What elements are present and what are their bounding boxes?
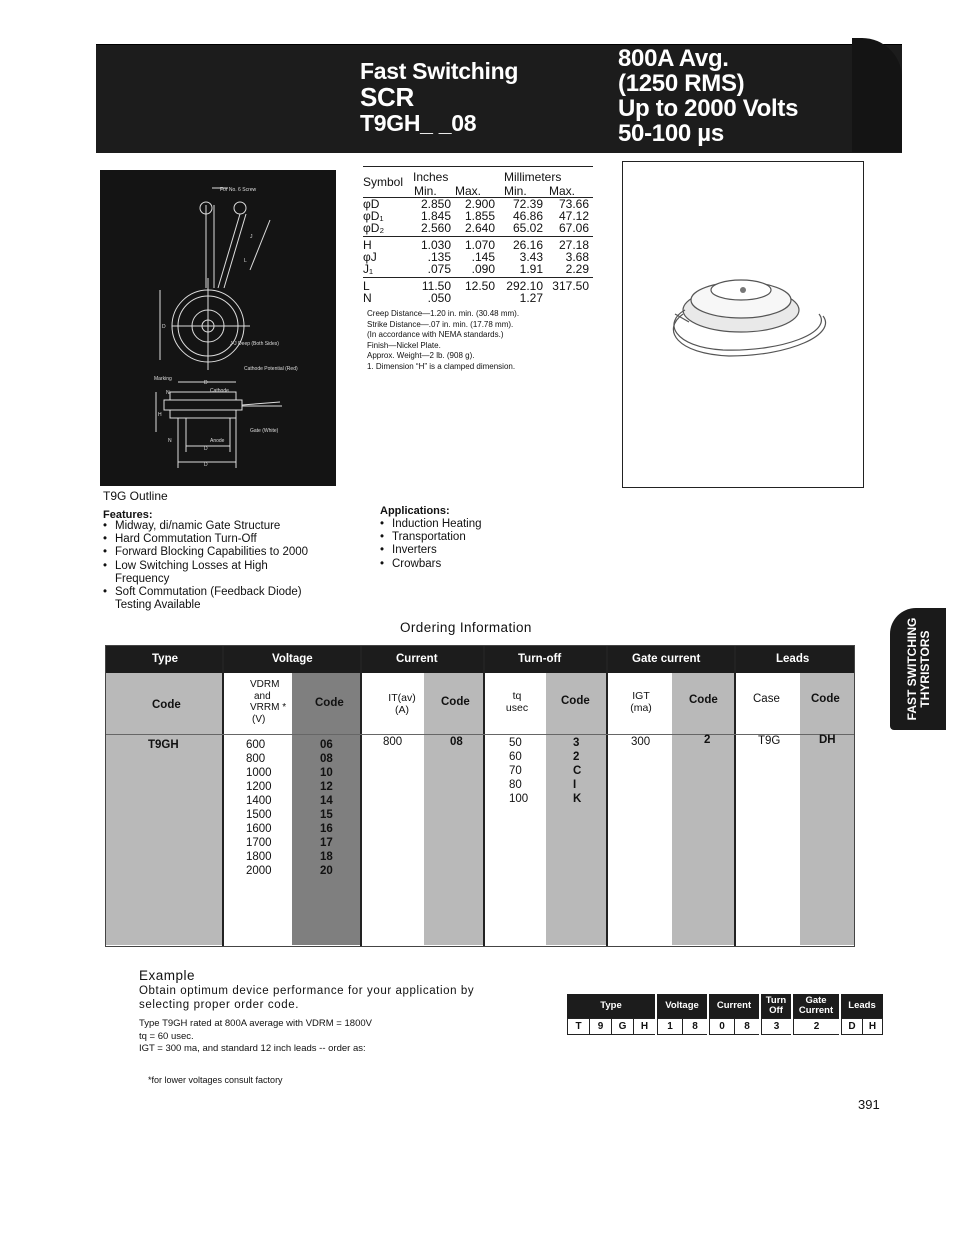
outline-label: J-J Deep (Both Sides) xyxy=(230,341,279,347)
example-code-cell: 8 xyxy=(734,1018,759,1035)
example-grid-divider xyxy=(759,994,761,1018)
example-grid-divider xyxy=(839,994,841,1018)
symbol-header: Symbol xyxy=(363,175,404,189)
dimension-cell-mm-min: 292.10 xyxy=(506,279,543,293)
voltage-code: 10 xyxy=(320,767,333,779)
voltage-label-line: and xyxy=(254,690,271,702)
note-line: (In accordance with NEMA standards.) xyxy=(367,330,504,339)
leads-code-value: DH xyxy=(819,734,836,746)
column-divider xyxy=(360,646,362,946)
dimension-cell-mm-max: 27.18 xyxy=(558,238,589,252)
side-tab-label xyxy=(906,618,932,721)
application-item: • Induction Heating xyxy=(380,518,580,531)
example-code-cell: 0 xyxy=(709,1018,734,1035)
ordering-header-bar xyxy=(106,646,854,673)
turnoff-code-column xyxy=(546,673,608,945)
voltage-values xyxy=(246,738,276,878)
gate-label xyxy=(626,690,656,714)
turnoff-value: 70 xyxy=(509,765,522,777)
voltage-value: 1200 xyxy=(246,781,272,793)
title-line: Fast Switching xyxy=(360,58,519,84)
column-divider xyxy=(222,646,224,946)
application-item: • Transportation xyxy=(380,531,580,544)
gate-code-label: Code xyxy=(689,694,718,706)
leads-header: Leads xyxy=(776,653,810,665)
example-code-cell: H xyxy=(633,1018,655,1035)
application-item: • Crowbars xyxy=(380,558,580,571)
side-tab-line: FAST SWITCHING xyxy=(905,617,919,721)
turnoff-value: 50 xyxy=(509,737,522,749)
outline-label: Marking xyxy=(154,376,172,382)
side-tab-line: THYRISTORS xyxy=(918,630,932,708)
feature-item: • Soft Commutation (Feedback Diode) Testing Available xyxy=(103,586,335,612)
type-code-column xyxy=(106,673,223,945)
outline-diagram-svg xyxy=(100,170,336,486)
example-grid-divider xyxy=(655,994,657,1018)
outline-label: D xyxy=(204,380,208,386)
voltage-code: 08 xyxy=(320,753,333,765)
gate-label-line: IGT xyxy=(632,690,650,702)
example-description: Obtain optimum device performance for your application by selecting proper order code. xyxy=(139,985,475,1011)
turnoff-values xyxy=(509,736,539,806)
dimension-cell-symbol: φD₁ xyxy=(363,209,384,223)
outline-label: Gate (White) xyxy=(250,428,279,434)
example-line: tq = 60 usec. xyxy=(139,1030,194,1042)
ordering-table xyxy=(105,645,855,947)
type-code-label: Code xyxy=(152,699,181,711)
feature-item: • Midway, di/namic Gate Structure xyxy=(103,520,343,533)
voltage-code-values xyxy=(320,738,344,878)
dimension-cell-in-min: .075 xyxy=(427,262,451,276)
voltage-value: 800 xyxy=(246,753,266,765)
outline-caption: T9G Outline xyxy=(103,489,168,503)
feature-item: • Low Switching Losses at High Frequency xyxy=(103,560,285,586)
gate-current-header: Gate current xyxy=(632,653,701,665)
dimension-row xyxy=(363,292,593,304)
feature-item: • Forward Blocking Capabilities to 2000 xyxy=(103,546,343,559)
dimension-cell-mm-min: 65.02 xyxy=(512,221,543,235)
page-number: 391 xyxy=(858,1097,880,1112)
example-code-cell: 3 xyxy=(761,1018,791,1035)
example-grid-header-cell: Leads xyxy=(848,1000,876,1011)
example-code-cell: T xyxy=(567,1018,589,1035)
column-divider xyxy=(606,646,608,946)
min-header: Min. xyxy=(414,184,437,198)
dimension-cell-in-min: .050 xyxy=(427,291,451,305)
voltage-value: 1700 xyxy=(246,837,272,849)
dimension-cell-mm-min: 3.43 xyxy=(519,250,543,264)
dimension-cell-in-max: 2.900 xyxy=(464,197,495,211)
current-code-label: Code xyxy=(441,696,470,708)
current-label xyxy=(382,692,422,716)
dimension-row xyxy=(363,263,593,275)
dimension-cell-mm-min: 1.27 xyxy=(519,291,543,305)
type-value: T9GH xyxy=(148,739,179,751)
example-grid-divider xyxy=(707,994,709,1018)
example-grid-header-cell: Gate Current xyxy=(798,995,834,1016)
applications-list xyxy=(380,518,580,571)
voltage-value: 600 xyxy=(246,739,266,751)
dimension-notes xyxy=(367,309,519,372)
dimension-cell-symbol: L xyxy=(363,279,370,293)
example-grid-header-cell: Type xyxy=(600,1000,622,1011)
turnoff-label-line: usec xyxy=(505,702,529,714)
dimension-cell-mm-max: 73.66 xyxy=(558,197,589,211)
dimension-cell-in-max: 2.640 xyxy=(464,221,495,235)
note-line: Finish—Nickel Plate. xyxy=(367,340,441,350)
title-line: T9GH_ _08 xyxy=(360,110,477,136)
dimension-group xyxy=(363,239,593,278)
turnoff-label xyxy=(502,690,532,714)
outline-label: Anode xyxy=(210,438,225,444)
voltage-code: 16 xyxy=(320,823,333,835)
dimension-cell-mm-min: 1.91 xyxy=(519,262,543,276)
product-title xyxy=(360,58,518,136)
example-line: IGT = 300 ma, and standard 12 inch leads -- order as: xyxy=(139,1043,366,1054)
dimension-cell-mm-min: 46.86 xyxy=(512,209,543,223)
example-code-cell: 2 xyxy=(793,1018,839,1035)
turnoff-code-label: Code xyxy=(561,695,590,707)
voltage-code: 12 xyxy=(320,781,333,793)
voltage-code: 14 xyxy=(320,795,333,807)
outline-label: H xyxy=(158,412,162,418)
example-code-cell: G xyxy=(611,1018,633,1035)
max-header: Max. xyxy=(549,184,576,198)
dimension-cell-mm-min: 26.16 xyxy=(512,238,543,252)
dimension-cell-mm-max: 3.68 xyxy=(565,250,589,264)
voltage-label-line: VRRM * xyxy=(250,702,287,713)
gate-code-column xyxy=(672,673,736,945)
turnoff-header: Turn-off xyxy=(518,653,562,665)
voltage-code: 20 xyxy=(320,865,333,877)
example-order-code xyxy=(567,994,883,1036)
dimension-row xyxy=(363,280,593,292)
dimension-cell-mm-max: 317.50 xyxy=(552,279,589,293)
outline-label: Cathode Potential (Red) xyxy=(244,366,298,372)
dimension-cell-mm-max: 2.29 xyxy=(565,262,589,276)
dimension-cell-symbol: φD xyxy=(363,197,380,211)
turnoff-code-values xyxy=(573,736,593,806)
voltage-code: 18 xyxy=(320,851,333,863)
max-header: Max. xyxy=(455,184,482,198)
dimension-cell-in-max: 12.50 xyxy=(464,279,495,293)
device-photo-svg xyxy=(623,162,863,487)
voltage-label-line: VDRM xyxy=(250,679,280,690)
example-code-cell: 9 xyxy=(589,1018,611,1035)
dimension-cell-in-min: 2.850 xyxy=(420,197,451,211)
dimension-cell-in-max: .145 xyxy=(471,250,495,264)
type-header: Type xyxy=(152,653,178,665)
outline-label: D xyxy=(204,446,208,452)
turnoff-code: C xyxy=(573,765,582,777)
product-ratings xyxy=(618,46,798,146)
voltage-value: 1800 xyxy=(246,851,272,863)
millimeters-header: Millimeters xyxy=(504,170,562,184)
rating-line: 800A Avg. xyxy=(618,45,729,72)
column-divider xyxy=(483,646,485,946)
current-label-line: (A) xyxy=(395,704,409,716)
voltage-code-label: Code xyxy=(315,697,344,709)
ordering-row-separator xyxy=(106,734,854,735)
voltage-value: 1500 xyxy=(246,809,272,821)
leads-code-label: Code xyxy=(811,693,840,705)
dimension-cell-in-min: 1.030 xyxy=(420,238,451,252)
voltage-value: 2000 xyxy=(246,865,272,877)
current-label-line: IT(av) xyxy=(388,692,416,704)
current-value: 800 xyxy=(383,736,403,748)
turnoff-value: 60 xyxy=(509,751,522,763)
min-header: Min. xyxy=(504,184,527,198)
dimension-cell-mm-max: 47.12 xyxy=(558,209,589,223)
example-grid-header-cell: Turn Off xyxy=(765,995,787,1016)
note-line: Strike Distance—.07 in. min. (17.78 mm). xyxy=(367,319,514,329)
rating-line: 50-100 µs xyxy=(618,120,724,147)
gate-code-value: 2 xyxy=(704,734,711,746)
feature-item: • Hard Commutation Turn-Off xyxy=(103,533,343,546)
outline-label: Cathode xyxy=(210,388,229,394)
dimension-cell-symbol: N xyxy=(363,291,372,305)
note-line: Approx. Weight—2 lb. (908 g). xyxy=(367,351,475,360)
dimension-table-header xyxy=(363,166,593,198)
turnoff-value: 100 xyxy=(509,793,529,805)
turnoff-label-line: tq xyxy=(512,690,522,702)
outline-label: N xyxy=(168,438,172,444)
voltage-code: 06 xyxy=(320,739,333,751)
gate-value: 300 xyxy=(631,736,651,748)
footnote: *for lower voltages consult factory xyxy=(148,1075,283,1085)
example-grid-divider xyxy=(791,994,793,1018)
dimension-row xyxy=(363,222,593,234)
voltage-label-line: (V) xyxy=(252,713,266,725)
leads-case-label: Case xyxy=(753,693,780,705)
outline-label: L xyxy=(244,258,247,264)
current-code-column xyxy=(424,673,484,945)
title-line: SCR xyxy=(360,82,414,112)
outline-label: D xyxy=(204,462,208,468)
dimension-cell-in-min: 11.50 xyxy=(421,279,451,293)
turnoff-code: 2 xyxy=(573,751,580,763)
header-tab-decoration xyxy=(852,38,902,152)
outline-label: For No. 6 Screw xyxy=(220,187,257,193)
example-grid-header-cell: Current xyxy=(716,1000,752,1011)
features-list xyxy=(103,520,343,612)
turnoff-code: K xyxy=(573,793,582,805)
note-line: 1. Dimension “H” is a clamped dimension. xyxy=(367,361,516,371)
outline-label: N xyxy=(166,390,170,396)
ordering-title: Ordering Information xyxy=(400,620,532,635)
dimension-cell-in-min: 1.845 xyxy=(420,209,451,223)
example-code-cell: H xyxy=(862,1018,883,1035)
column-divider xyxy=(734,646,736,946)
voltage-header: Voltage xyxy=(272,653,313,665)
dimension-rows xyxy=(363,198,593,304)
dimension-cell-symbol: H xyxy=(363,238,372,252)
turnoff-code: I xyxy=(573,779,577,791)
dimension-cell-symbol: φD₂ xyxy=(363,221,385,235)
dimension-group xyxy=(363,198,593,237)
voltage-value: 1600 xyxy=(246,823,272,835)
dimension-cell-in-min: 2.560 xyxy=(420,221,451,235)
leads-code-column xyxy=(800,673,854,945)
example-grid-header-cell: Voltage xyxy=(665,1000,699,1011)
outline-drawing xyxy=(100,170,336,486)
dimension-cell-mm-max: 67.06 xyxy=(558,221,589,235)
dimension-cell-in-max: 1.070 xyxy=(464,238,495,252)
rating-line: Up to 2000 Volts xyxy=(618,95,799,122)
voltage-value: 1400 xyxy=(246,795,272,807)
case-value: T9G xyxy=(758,735,781,747)
dimension-cell-symbol: φJ xyxy=(363,250,377,264)
outline-label: J xyxy=(250,234,253,240)
device-photo xyxy=(622,161,864,488)
gate-label-line: (ma) xyxy=(630,702,652,714)
dimension-cell-in-max: .090 xyxy=(471,262,495,276)
dimension-table xyxy=(363,166,593,304)
rating-line: (1250 RMS) xyxy=(618,70,745,97)
turnoff-value: 80 xyxy=(509,779,522,791)
dimension-group xyxy=(363,280,593,304)
dimension-cell-in-min: .135 xyxy=(427,250,451,264)
dimension-cell-symbol: J₁ xyxy=(363,262,374,276)
outline-label: D xyxy=(162,324,166,330)
current-header: Current xyxy=(396,653,438,665)
section-side-tab xyxy=(890,608,946,730)
voltage-value: 1000 xyxy=(246,767,272,779)
dimension-cell-in-max: 1.855 xyxy=(464,209,495,223)
note-line: Creep Distance—1.20 in. min. (30.48 mm). xyxy=(367,309,520,318)
example-code-cell: 8 xyxy=(682,1018,707,1035)
example-details xyxy=(139,1018,372,1056)
voltage-code: 15 xyxy=(320,809,333,821)
inches-header: Inches xyxy=(413,170,449,184)
current-code-value: 08 xyxy=(450,736,463,748)
voltage-code: 17 xyxy=(320,837,333,849)
turnoff-code: 3 xyxy=(573,737,580,749)
applications-title: Applications: xyxy=(380,505,450,517)
features-title: Features: xyxy=(103,509,153,521)
example-code-cell: D xyxy=(841,1018,862,1035)
application-item: • Inverters xyxy=(380,544,580,557)
voltage-label xyxy=(250,679,290,725)
example-line: Type T9GH rated at 800A average with VDRM = 1800V xyxy=(139,1018,372,1029)
dimension-cell-mm-min: 72.39 xyxy=(512,197,543,211)
example-code-cell: 1 xyxy=(657,1018,682,1035)
example-title: Example xyxy=(139,968,196,983)
